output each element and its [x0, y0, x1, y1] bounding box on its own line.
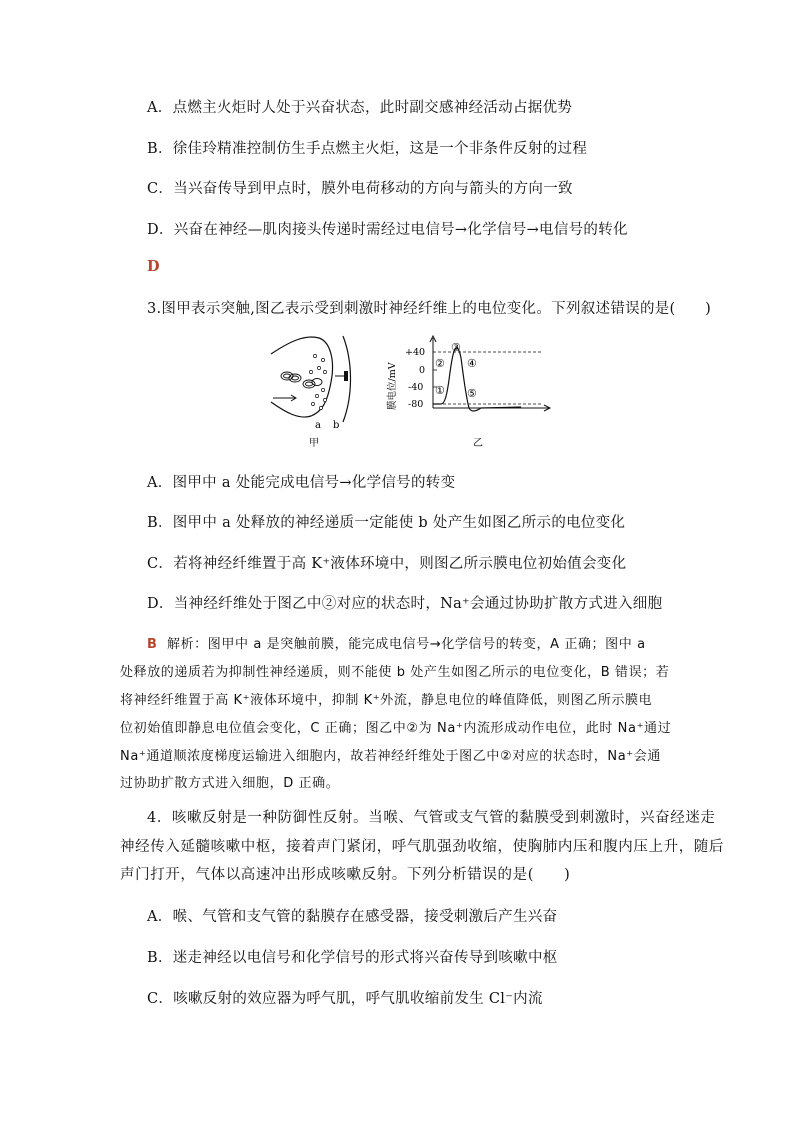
- tick-minus40: -40: [408, 382, 424, 393]
- figure-synapse: [265, 332, 365, 450]
- q4-option-b: B．迷走神经以电信号和化学信号的形式将兴奋传导到咳嗽中枢: [147, 950, 558, 966]
- q3-option-a: A．图甲中 a 处能完成电信号→化学信号的转变: [147, 475, 456, 491]
- q3-explanation-line-5: Na⁺通道顺浓度梯度运输进入细胞内，故若神经纤维处于图乙中②对应的状态时，Na⁺会通: [120, 749, 661, 764]
- q2-option-c: C．当兴奋传导到甲点时，膜外电荷移动的方向与箭头的方向一致: [147, 181, 573, 197]
- tick-plus40: +40: [405, 347, 426, 358]
- caption-jia: 甲: [309, 438, 319, 449]
- q3-explanation-label: 解析：: [166, 637, 208, 652]
- q4-option-c: C．咳嗽反射的效应器为呼气肌，呼气肌收缩前发生 Cl⁻内流: [147, 991, 543, 1007]
- tick-minus80: -80: [408, 399, 424, 410]
- q3-explanation-line-2: 处释放的递质若为抑制性神经递质，则不能使 b 处产生如图乙所示的电位变化，B 错误；若: [120, 665, 670, 680]
- q4-option-a: A．喉、气管和支气管的黏膜存在感受器，接受刺激后产生兴奋: [147, 909, 558, 925]
- marker-5: ⑤: [467, 387, 477, 400]
- label-b: b: [333, 420, 340, 431]
- q2-answer: D: [147, 258, 160, 275]
- figure-potential-chart: [375, 334, 555, 450]
- q3-option-c: C．若将神经纤维置于高 K⁺液体环境中，则图乙所示膜电位初始值会变化: [147, 556, 627, 572]
- q3-option-b: B．图甲中 a 处释放的神经递质一定能使 b 处产生如图乙所示的电位变化: [147, 515, 626, 531]
- marker-3: ③: [451, 341, 461, 354]
- q4-stem-line-2: 神经传入延髓咳嗽中枢，接着声门紧闭，呼气肌强劲收缩，使胸肺内压和腹内压上升，随后: [120, 839, 724, 855]
- q3-explanation-line-4: 位初始值即静息电位值会变化，C 正确；图乙中②为 Na⁺内流形成动作电位，此时 Na⁺通过: [120, 721, 672, 736]
- q3-option-d: D．当神经纤维处于图乙中②对应的状态时，Na⁺会通过协助扩散方式进入细胞: [147, 596, 663, 612]
- q3-explanation-line-1: B 解析：图甲中 a 是突触前膜，能完成电信号→化学信号的转变，A 正确；图中 a: [147, 637, 646, 652]
- q3-answer: B: [147, 637, 158, 652]
- q4-stem-line-1: 4．咳嗽反射是一种防御性反射。当喉、气管或支气管的黏膜受到刺激时，兴奋经迷走: [147, 810, 716, 826]
- q2-option-b: B．徐佳玲精准控制仿生手点燃主火炬，这是一个非条件反射的过程: [147, 141, 588, 157]
- y-axis-label: 膜电位/mV: [387, 362, 398, 410]
- q3-stem: 3.图甲表示突触,图乙表示受到刺激时神经纤维上的电位变化。下列叙述错误的是( ): [147, 301, 712, 317]
- q4-stem-line-3: 声门打开，气体以高速冲出形成咳嗽反射。下列分析错误的是( ): [120, 867, 571, 883]
- label-a: a: [315, 420, 321, 431]
- caption-yi: 乙: [473, 438, 483, 449]
- marker-1: ①: [435, 384, 445, 397]
- tick-0: 0: [419, 365, 426, 376]
- marker-2: ②: [435, 357, 445, 370]
- q2-option-d: D．兴奋在神经—肌肉接头传递时需经过电信号→化学信号→电信号的转化: [147, 222, 628, 238]
- marker-4: ④: [467, 357, 477, 370]
- q2-option-a: A．点燃主火炬时人处于兴奋状态，此时副交感神经活动占据优势: [147, 100, 573, 116]
- q3-explanation-line-3: 将神经纤维置于高 K⁺液体环境中，抑制 K⁺外流，静息电位的峰值降低，则图乙所示膜电: [120, 693, 653, 708]
- q3-explanation-line-6: 过协助扩散方式进入细胞，D 正确。: [120, 776, 340, 791]
